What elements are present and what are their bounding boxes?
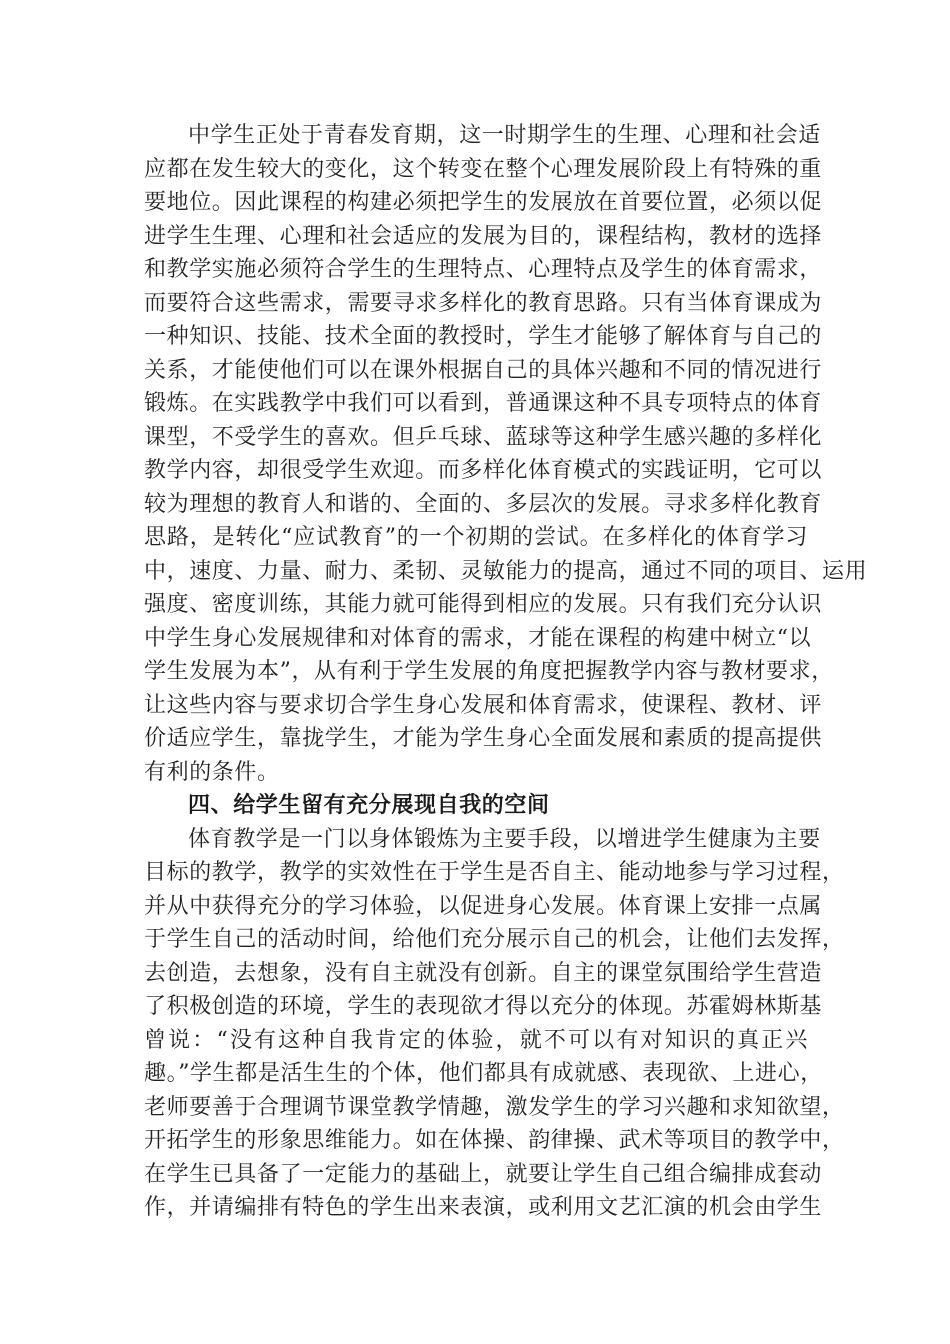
paragraph-line: 课型，不受学生的喜欢。但乒乓球、蓝球等这种学生感兴趣的多样化 — [144, 424, 823, 450]
paragraph-line: 在学生已具备了一定能力的基础上，就要让学生自己组合编排成套动 — [144, 1161, 823, 1187]
paragraph-line: 有利的条件。 — [144, 759, 280, 785]
paragraph-line: 关系，才能使他们可以在课外根据自己的具体兴趣和不同的情况进行 — [144, 357, 823, 383]
paragraph-line: 开拓学生的形象思维能力。如在体操、韵律操、武术等项目的教学中， — [144, 1128, 845, 1153]
paragraph-line: 进学生生理、心理和社会适应的发展为目的，课程结构，教材的选择 — [144, 223, 823, 249]
paragraph-line: 要地位。因此课程的构建必须把学生的发展放在首要位置，必须以促 — [144, 190, 823, 215]
paragraph-line: 趣。”学生都是活生生的个体，他们都具有成就感、表现欲、上进心， — [144, 1061, 823, 1086]
paragraph-line: 体育教学是一门以身体锻炼为主要手段，以增进学生健康为主要 — [188, 826, 821, 852]
paragraph-line: 去创造，去想象，没有自主就没有创新。自主的课堂氛围给学生营造 — [144, 960, 823, 986]
paragraph-line: 而要符合这些需求，需要寻求多样化的教育思路。只有当体育课成为 — [144, 290, 823, 316]
paragraph-line: 中学生正处于青春发育期，这一时期学生的生理、心理和社会适 — [188, 123, 821, 148]
paragraph-line: 一种知识、技能、技术全面的教授时，学生才能够了解体育与自己的 — [144, 324, 823, 349]
paragraph-line: 和教学实施必须符合学生的生理特点、心理特点及学生的体育需求， — [144, 257, 823, 282]
paragraph-line: 目标的教学，教学的实效性在于学生是否自主、能动地参与学习过程， — [144, 860, 845, 885]
paragraph-line: 思路，是转化“应试教育”的一个初期的尝试。在多样化的体育学习 — [144, 525, 808, 550]
paragraph-line: 价适应学生，靠拢学生，才能为学生身心全面发展和素质的提高提供 — [144, 726, 823, 751]
paragraph-line: 学生发展为本”，从有利于学生发展的角度把握教学内容与教材要求， — [144, 659, 834, 684]
paragraph-line: 了积极创造的环境，学生的表现欲才得以充分的体现。苏霍姆林斯基 — [144, 994, 823, 1019]
paragraph-line: 中学生身心发展规律和对体育的需求，才能在课程的构建中树立“以 — [144, 625, 812, 651]
paragraph-line: 较为理想的教育人和谐的、全面的、多层次的发展。寻求多样化教育 — [144, 491, 823, 517]
paragraph-line: 并从中获得充分的学习体验，以促进身心发展。体育课上安排一点属 — [144, 893, 823, 919]
paragraph-line: 强度、密度训练，其能力就可能得到相应的发展。只有我们充分认识 — [144, 592, 823, 617]
document-body — [144, 119, 868, 1225]
paragraph-1 — [144, 119, 868, 789]
paragraph-line: 锻炼。在实践教学中我们可以看到，普通课这种不具专项特点的体育 — [144, 391, 823, 416]
section-heading: 四、给学生留有充分展现自我的空间 — [188, 793, 550, 818]
paragraph-line: 曾说：“没有这种自我肯定的体验，就不可以有对知识的真正兴 — [144, 1027, 808, 1053]
paragraph-line: 老师要善于合理调节课堂教学情趣，激发学生的学习兴趣和求知欲望， — [144, 1094, 845, 1120]
paragraph-line: 作，并请编排有特色的学生出来表演，或利用文艺汇演的机会由学生 — [144, 1195, 823, 1220]
paragraph-line: 于学生自己的活动时间，给他们充分展示自己的机会，让他们去发挥， — [144, 927, 845, 952]
paragraph-2 — [144, 823, 845, 1225]
paragraph-line: 教学内容，却很受学生欢迎。而多样化体育模式的实践证明，它可以 — [144, 458, 823, 483]
paragraph-line: 应都在发生较大的变化，这个转变在整个心理发展阶段上有特殊的重 — [144, 156, 823, 182]
paragraph-line: 让这些内容与要求切合学生身心发展和体育需求，使课程、教材、评 — [144, 692, 823, 718]
paragraph-line: 中，速度、力量、耐力、柔韧、灵敏能力的提高，通过不同的项目、运用 — [144, 558, 868, 584]
